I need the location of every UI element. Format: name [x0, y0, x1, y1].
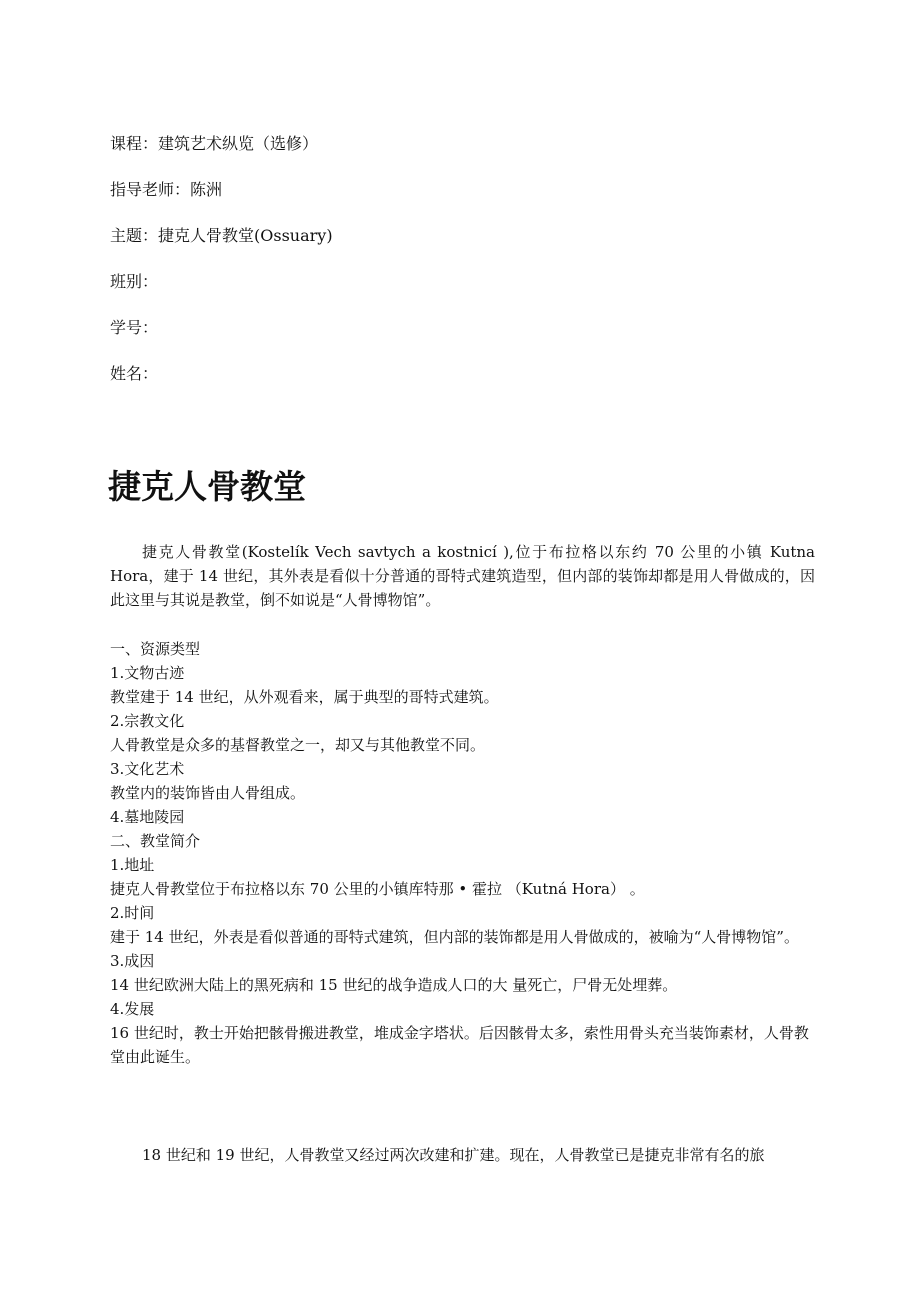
outline-section [110, 637, 815, 1069]
outline-line: 4.墓地陵园 [110, 808, 185, 826]
outline-line: 14 世纪欧洲大陆上的黑死病和 15 世纪的战争造成人口的大 量死亡，尸骨无处埋葬。 [110, 976, 678, 994]
class-line [110, 272, 158, 292]
teacher-line [110, 180, 222, 200]
teacher-label: 指导老师： [110, 180, 191, 199]
outline-line: 3.成因 [110, 952, 155, 970]
outline-line: 2.时间 [110, 904, 155, 922]
teacher-value: 陈洲 [190, 180, 223, 199]
outline-line: 4.发展 [110, 1000, 155, 1018]
closing-paragraph: 18 世纪和 19 世纪，人骨教堂又经过两次改建和扩建。现在，人骨教堂已是捷克非常有名的旅 [142, 1146, 765, 1164]
topic-label: 主题： [110, 226, 159, 245]
outline-line: 3.文化艺术 [110, 760, 185, 778]
outline-line: 捷克人骨教堂位于布拉格以东 70 公里的小镇库特那 • 霍拉 （Kutná Hora） 。 [110, 880, 645, 898]
outline-line: 二、教堂简介 [110, 832, 201, 850]
topic-value: 捷克人骨教堂(Ossuary) [158, 226, 333, 245]
student-id-label: 学号： [110, 318, 159, 337]
outline-line: 2.宗教文化 [110, 712, 185, 730]
course-label: 课程： [110, 134, 159, 153]
course-value: 建筑艺术纵览（选修） [158, 134, 319, 153]
topic-line [110, 226, 333, 246]
outline-line: 1.文物古迹 [110, 664, 185, 682]
course-line [110, 134, 318, 154]
name-line [110, 364, 158, 384]
student-id-line [110, 318, 158, 338]
document-title: 捷克人骨教堂 [108, 467, 306, 506]
name-label: 姓名： [110, 364, 159, 383]
outline-line: 建于 14 世纪，外表是看似普通的哥特式建筑，但内部的装饰都是用人骨做成的，被喻为“人骨博物馆”。 [110, 928, 799, 946]
outline-line: 1.地址 [110, 856, 155, 874]
class-label: 班别： [110, 272, 159, 291]
outline-line: 人骨教堂是众多的基督教堂之一，却又与其他教堂不同。 [110, 736, 486, 754]
outline-line: 教堂内的装饰皆由人骨组成。 [110, 784, 306, 802]
intro-paragraph: 捷克人骨教堂(Kostelík Vech savtych a kostnicí ),位于布拉格以东约 70 公里的小镇 Kutna Hora，建于 14 世纪，其外表是看似十分普通的哥特式建筑造型，但内部的装饰却都是用人骨做成的，因此这里与其说是教堂，倒不如说是“人骨博物馆”。 [110, 543, 815, 609]
outline-line: 教堂建于 14 世纪，从外观看来，属于典型的哥特式建筑。 [110, 688, 499, 706]
outline-line: 一、资源类型 [110, 640, 201, 658]
outline-line: 16 世纪时，教士开始把骸骨搬进教堂，堆成金字塔状。后因骸骨太多，索性用骨头充当装饰素材，人骨教堂由此诞生。 [110, 1024, 809, 1066]
